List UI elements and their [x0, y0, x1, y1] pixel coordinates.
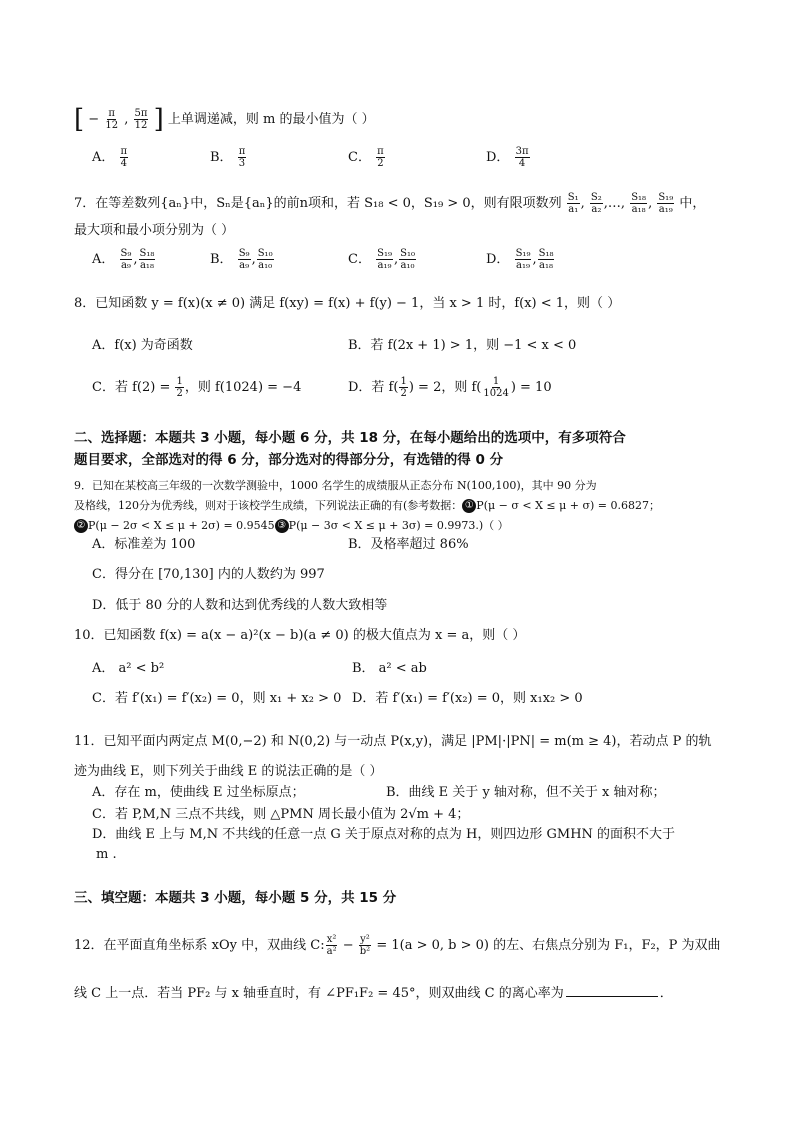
q7-stem-line2: 最大项和最小项分别为（ ）: [74, 223, 235, 238]
fraction: $\frac{\text{y²}}{\text{b²}}$: [359, 934, 371, 957]
q11-option-d-line2: m .: [96, 847, 117, 862]
right-bracket: ]: [153, 104, 164, 135]
q10-option-b[interactable]: B． a² < ab: [352, 661, 427, 676]
fraction: $\frac{\text{S₉}}{\text{a₉}}$: [120, 248, 132, 271]
section-2-heading-line1: 二、选择题：本题共 3 小题，每小题 6 分，共 18 分，在每小题给出的选项中，有多项符合: [74, 430, 626, 446]
q10-option-a[interactable]: A． a² < b²: [92, 661, 165, 676]
circled-number-1: ①: [462, 499, 476, 513]
circled-number-3: ③: [275, 519, 289, 533]
q7-stem-line1: 7．在等差数列{aₙ}中，Sₙ是{aₙ}的前n项和，若 S₁₈ < 0，S₁₉ > 0，则有限项数列 $\frac{\text{S₁}}{\text{a₁}}$ , $\frac{\text{S₂}}{\text{a₂}}$ ,…, $\frac{\text{S₁₈}}{\text{a₁₈}}$ , $\frac{\text{S₁₉}}{\text{a₁₉}}$ 中，: [74, 192, 706, 215]
fraction: $\frac{3\pi}{4}$: [515, 146, 529, 169]
q6-option-a[interactable]: A． $\frac{\pi}{4}$: [92, 146, 128, 169]
fraction: $\frac{\text{S₁₉}}{\text{a₁₉}}$: [377, 248, 392, 271]
q10-option-c[interactable]: C．若 f′(x₁) = f′(x₂) = 0，则 x₁ + x₂ > 0: [92, 691, 342, 706]
fraction: $\frac{\text{S₁₀}}{\text{a₁₀}}$: [257, 248, 273, 271]
q9-stem-line2: 及格线，120分为优秀线，则对于该校学生成绩，下列说法正确的有(参考数据： ① P(μ − σ < X ≤ μ + σ) = 0.6827；: [74, 499, 660, 512]
left-bracket: [: [74, 104, 85, 135]
fraction: $\frac{\pi}{12}$: [105, 108, 119, 131]
q11-option-d-line1[interactable]: D．曲线 E 上与 M,N 不共线的任意一点 G 关于原点对称的点为 H，则四边形 GMHN 的面积不大于: [92, 827, 676, 842]
q8-option-a[interactable]: A．f(x) 为奇函数: [92, 338, 193, 353]
fraction: $\frac{\text{S₁₈}}{\text{a₁₈}}$: [538, 248, 554, 271]
q8-option-c[interactable]: C．若 f(2) = $\frac{1}{2}$ ，则 f(1024) = −4: [92, 376, 302, 399]
q7-option-c[interactable]: C． $\frac{\text{S₁₉}}{\text{a₁₉}}$ , $\frac{\text{S₁₀}}{\text{a₁₀}}$: [348, 248, 415, 271]
fraction: $\frac{\text{S₁₀}}{\text{a₁₀}}$: [400, 248, 415, 271]
q9-option-d[interactable]: D．低于 80 分的人数和达到优秀线的人数大致相等: [92, 598, 388, 613]
fraction: $\frac{\text{S₁₈}}{\text{a₁₈}}$: [631, 192, 647, 215]
q9-option-b[interactable]: B．及格率超过 86%: [348, 537, 469, 552]
fraction: $\frac{\text{S₁₉}}{\text{a₁₉}}$: [658, 192, 674, 215]
section-2-heading-line2: 题目要求，全部选对的得 6 分，部分选对的得部分分，有选错的得 0 分: [74, 452, 504, 468]
fraction: $\frac{\text{S₁}}{\text{a₁}}$: [567, 192, 579, 215]
q6-option-c[interactable]: C． $\frac{\pi}{2}$: [348, 146, 384, 169]
q11-option-b[interactable]: B．曲线 E 关于 y 轴对称，但不关于 x 轴对称；: [386, 785, 666, 800]
q8-stem: 8．已知函数 y = f(x)(x ≠ 0) 满足 f(xy) = f(x) + f(y) − 1，当 x > 1 时，f(x) < 1，则（ ）: [74, 296, 621, 311]
q6-stem-line: [ − $\frac{\pi}{12}$ , $\frac{5\pi}{12}$ ] 上单调递减，则 m 的最小值为（ ）: [74, 104, 375, 135]
q6-option-b[interactable]: B． $\frac{\pi}{3}$: [210, 146, 246, 169]
fraction: $\frac{1}{2}$: [176, 376, 183, 399]
q7-option-a[interactable]: A． $\frac{\text{S₉}}{\text{a₉}}$ , $\frac{\text{S₁₈}}{\text{a₁₈}}$: [92, 248, 155, 271]
q11-stem-line2: 迹为曲线 E，则下列关于曲线 E 的说法正确的是（ ）: [74, 764, 383, 779]
fraction: $\frac{\text{x²}}{\text{a²}}$: [326, 934, 337, 957]
circled-number-2: ②: [74, 519, 88, 533]
q12-stem-line2: 线 C 上一点．若当 PF₂ 与 x 轴垂直时，有 ∠PF₁F₂ = 45°，则双曲线 C 的离心率为 ．: [74, 986, 673, 1001]
fraction: $\frac{\pi}{3}$: [238, 146, 246, 169]
q9-stem-line3: ② P(μ − 2σ < X ≤ μ + 2σ) = 0.9545 ③ P(μ − 3σ < X ≤ μ + 3σ) = 0.9973.)（ ）: [74, 517, 509, 535]
q10-stem: 10．已知函数 f(x) = a(x − a)²(x − b)(a ≠ 0) 的极大值点为 x = a，则（ ）: [74, 628, 526, 643]
q12-stem-line1: 12．在平面直角坐标系 xOy 中，双曲线 C: $\frac{\text{x²}}{\text{a²}}$ − $\frac{\text{y²}}{\text{b²}}$ = 1(a > 0, b > 0) 的左、右焦点分别为 F₁，F₂，P 为双曲: [74, 934, 721, 957]
section-3-heading: 三、填空题：本题共 3 小题，每小题 5 分，共 15 分: [74, 890, 397, 906]
q6-option-d[interactable]: D． $\frac{3\pi}{4}$: [486, 146, 529, 169]
q8-option-d[interactable]: D．若 f( $\frac{1}{2}$ ) = 2，则 f( $\frac{1}{1024}$ ) = 10: [348, 376, 552, 399]
q11-option-c[interactable]: C．若 P,M,N 三点不共线，则 △PMN 周长最小值为 2√m + 4；: [92, 807, 470, 822]
q10-option-d[interactable]: D．若 f′(x₁) = f′(x₂) = 0，则 x₁x₂ > 0: [352, 691, 583, 706]
q9-stem-line1: 9．已知在某校高三年级的一次数学测验中，1000 名学生的成绩服从正态分布 N(100,100)，其中 90 分为: [74, 479, 597, 492]
q9-option-a[interactable]: A．标准差为 100: [92, 537, 196, 552]
q9-option-c[interactable]: C．得分在 [70,130] 内的人数约为 997: [92, 567, 325, 582]
q11-option-a[interactable]: A．存在 m，使曲线 E 过坐标原点；: [92, 785, 305, 800]
fraction: $\frac{\text{S₉}}{\text{a₉}}$: [238, 248, 250, 271]
fraction: $\frac{\text{S₂}}{\text{a₂}}$: [590, 192, 602, 215]
answer-blank[interactable]: [566, 995, 658, 997]
q8-option-b[interactable]: B．若 f(2x + 1) > 1，则 −1 < x < 0: [348, 338, 577, 353]
q7-option-b[interactable]: B． $\frac{\text{S₉}}{\text{a₉}}$ , $\frac{\text{S₁₀}}{\text{a₁₀}}$: [210, 248, 273, 271]
fraction: $\frac{1}{2}$: [400, 376, 407, 399]
fraction: $\frac{\pi}{2}$: [377, 146, 384, 169]
fraction: $\frac{1}{1024}$: [483, 376, 509, 399]
fraction: $\frac{5\pi}{12}$: [134, 108, 148, 131]
q6-stem-tail: 上单调递减，则 m 的最小值为（ ）: [167, 112, 375, 127]
q11-stem-line1: 11．已知平面内两定点 M(0,−2) 和 N(0,2) 与一动点 P(x,y)，满足 |PM|·|PN| = m(m ≥ 4)，若动点 P 的轨: [74, 734, 712, 749]
fraction: $\frac{\text{S₁₉}}{\text{a₁₉}}$: [515, 248, 531, 271]
q7-option-d[interactable]: D． $\frac{\text{S₁₉}}{\text{a₁₉}}$ , $\frac{\text{S₁₈}}{\text{a₁₈}}$: [486, 248, 554, 271]
fraction: $\frac{\pi}{4}$: [120, 146, 128, 169]
fraction: $\frac{\text{S₁₈}}{\text{a₁₈}}$: [139, 248, 155, 271]
